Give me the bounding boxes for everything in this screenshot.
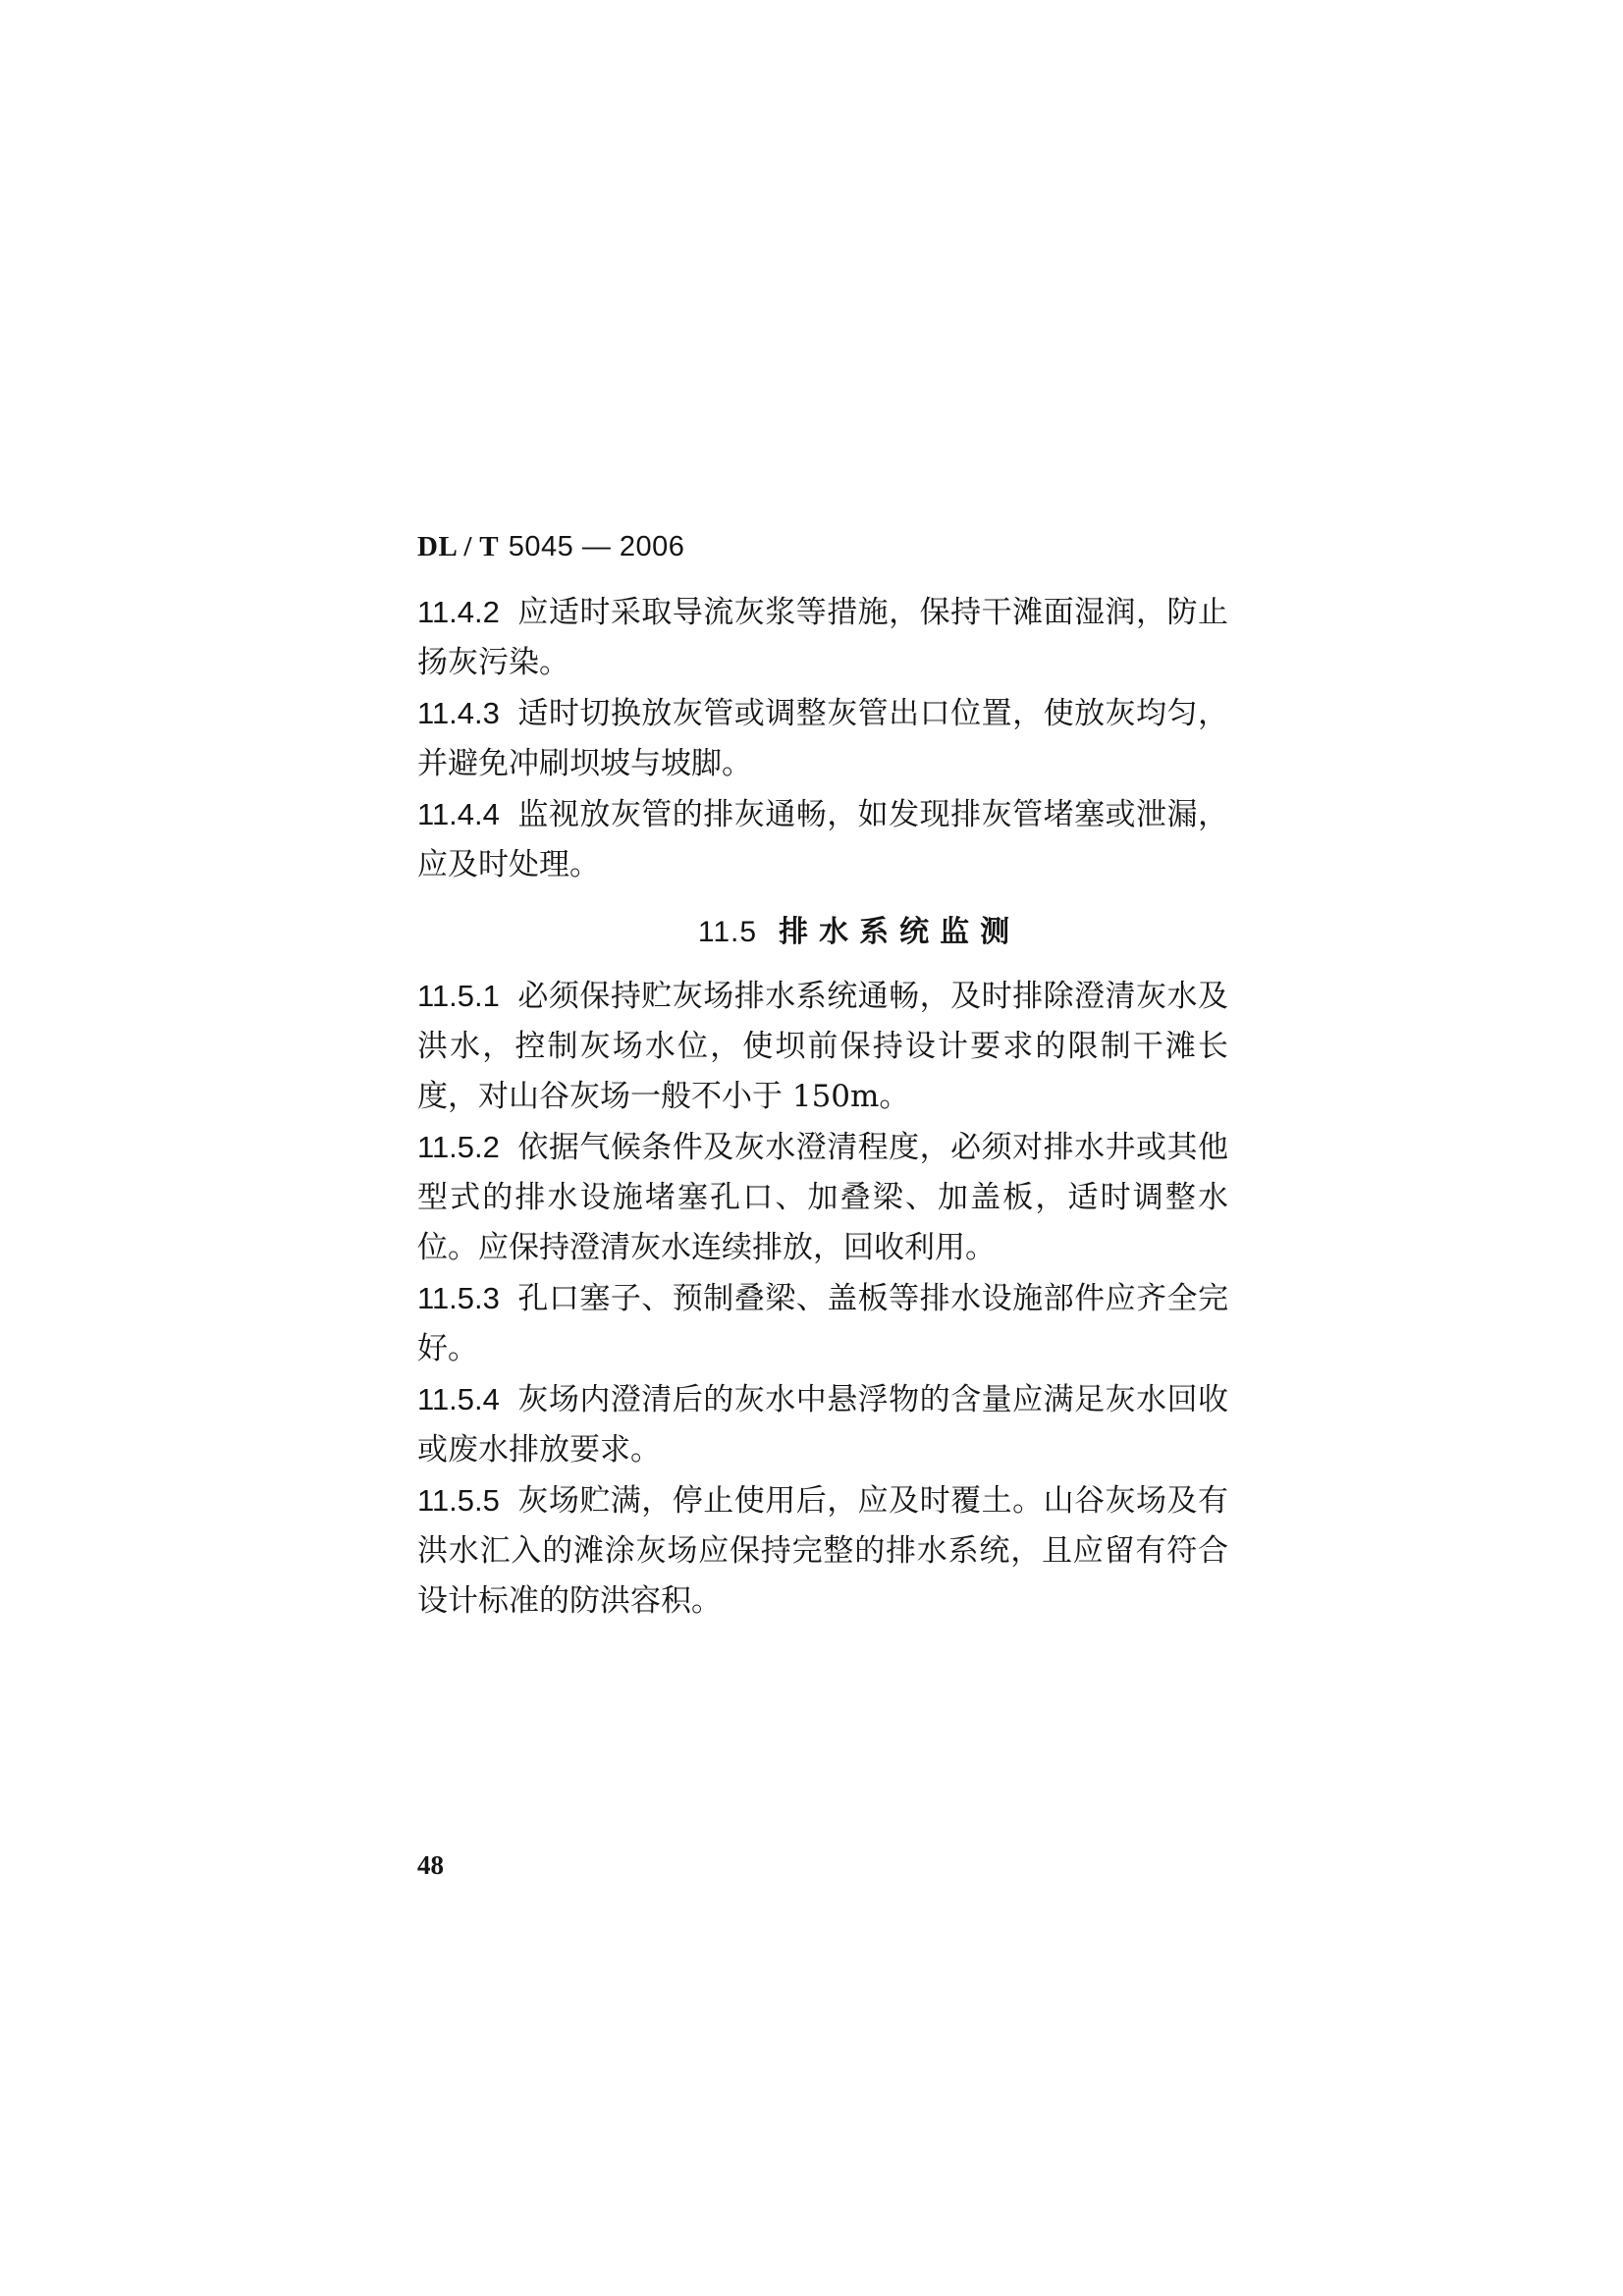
clause-text: 监视放灰管的排灰通畅，如发现排灰管堵塞或泄漏，应及时处理。 <box>417 797 1228 882</box>
clause-text: 孔口塞子、预制叠梁、盖板等排水设施部件应齐全完好。 <box>417 1281 1228 1366</box>
clause-text: 依据气候条件及灰水澄清程度，必须对排水井或其他型式的排水设施堵塞孔口、加叠梁、加盖板，适时调整水位。应保持澄清灰水连续排放，回收利用。 <box>417 1130 1228 1265</box>
body-text <box>417 587 1228 1627</box>
clause-text: 灰场贮满，停止使用后，应及时覆土。山谷灰场及有洪水汇入的滩涂灰场应保持完整的排水系统，且应留有符合设计标准的防洪容积。 <box>417 1483 1228 1619</box>
clause-11-5-4 <box>417 1374 1228 1475</box>
section-number: 11.5 <box>697 916 758 948</box>
clause-text: 应适时采取导流灰浆等措施，保持干滩面湿润，防止扬灰污染。 <box>417 595 1228 680</box>
clause-number: 11.5.4 <box>417 1382 500 1416</box>
clause-11-4-4 <box>417 789 1228 890</box>
clause-text: 适时切换放灰管或调整灰管出口位置，使放灰均匀，并避免冲刷坝坡与坡脚。 <box>417 696 1228 781</box>
clause-number: 11.5.3 <box>417 1281 500 1315</box>
clause-number: 11.4.4 <box>417 797 500 831</box>
page-number: 48 <box>417 1850 444 1880</box>
clause-11-5-5 <box>417 1475 1228 1627</box>
clause-11-5-3 <box>417 1273 1228 1374</box>
section-title: 排水系统监测 <box>779 915 1021 949</box>
clause-number: 11.4.3 <box>417 696 500 730</box>
clause-number: 11.4.2 <box>417 595 500 629</box>
clause-number: 11.5.1 <box>417 979 500 1013</box>
running-header <box>417 526 684 566</box>
clause-11-5-2 <box>417 1122 1228 1273</box>
clause-11-4-3 <box>417 688 1228 789</box>
clause-11-5-1 <box>417 971 1228 1122</box>
standard-code: DL / T <box>417 531 500 562</box>
section-heading <box>417 904 1228 961</box>
clause-number: 11.5.5 <box>417 1483 500 1518</box>
standard-number: 5045 — 2006 <box>508 531 685 562</box>
clause-text: 灰场内澄清后的灰水中悬浮物的含量应满足灰水回收或废水排放要求。 <box>417 1382 1228 1468</box>
clause-text: 必须保持贮灰场排水系统通畅，及时排除澄清灰水及洪水，控制灰场水位，使坝前保持设计要求的限制干滩长度，对山谷灰场一般不小于 150m。 <box>417 979 1228 1114</box>
clause-11-4-2 <box>417 587 1228 688</box>
clause-number: 11.5.2 <box>417 1130 500 1164</box>
